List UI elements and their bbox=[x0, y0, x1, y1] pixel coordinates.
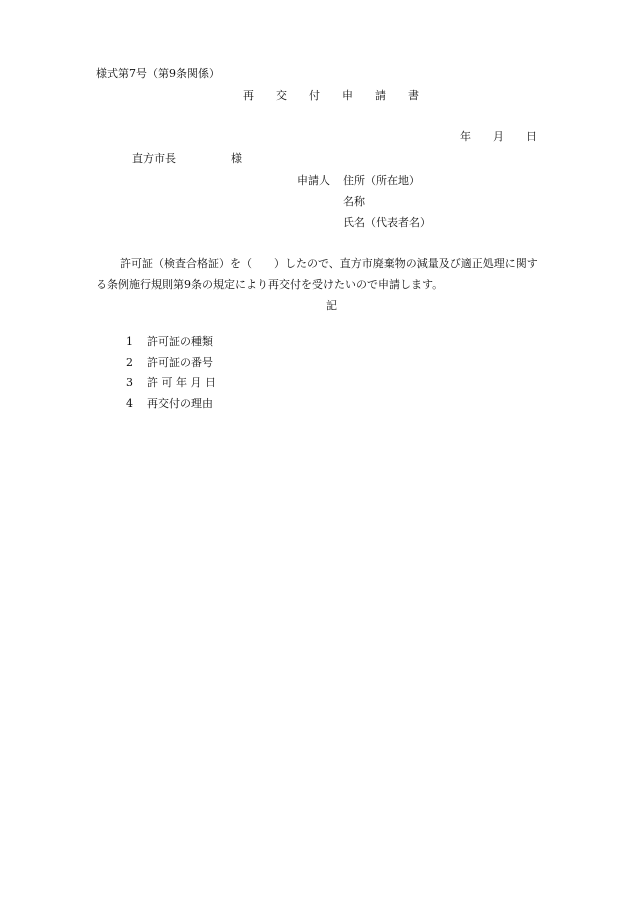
item-label: 許可証の種類 bbox=[147, 335, 213, 348]
item-number: 1 bbox=[126, 335, 133, 348]
applicant-representative-label: 氏名（代表者名） bbox=[343, 216, 431, 229]
applicant-label: 申請人 bbox=[297, 174, 330, 187]
applicant-address-label: 住所（所在地） bbox=[343, 174, 420, 187]
document-title: 再 交 付 申 請 書 bbox=[243, 89, 419, 102]
date-line: 年 月 日 bbox=[460, 130, 537, 143]
item-number: 4 bbox=[126, 397, 133, 410]
addressee: 直方市長 様 bbox=[132, 152, 242, 165]
item-label: 許可証の番号 bbox=[147, 356, 213, 369]
item-label: 再交付の理由 bbox=[147, 397, 213, 410]
list-item bbox=[112, 383, 213, 425]
item-number: 2 bbox=[126, 356, 133, 369]
item-label: 許 可 年 月 日 bbox=[147, 376, 216, 389]
applicant-name-label: 名称 bbox=[343, 195, 365, 208]
item-number: 3 bbox=[126, 376, 133, 389]
ki-heading: 記 bbox=[326, 299, 337, 312]
form-number: 様式第7号（第9条関係） bbox=[96, 67, 220, 80]
body-text-line-1: 許可証（検査合格証）を（ ）したので、直方市廃棄物の減量及び適正処理に関す bbox=[120, 257, 538, 270]
body-text-line-2: る条例施行規則第9条の規定により再交付を受けたいので申請します。 bbox=[96, 278, 444, 291]
